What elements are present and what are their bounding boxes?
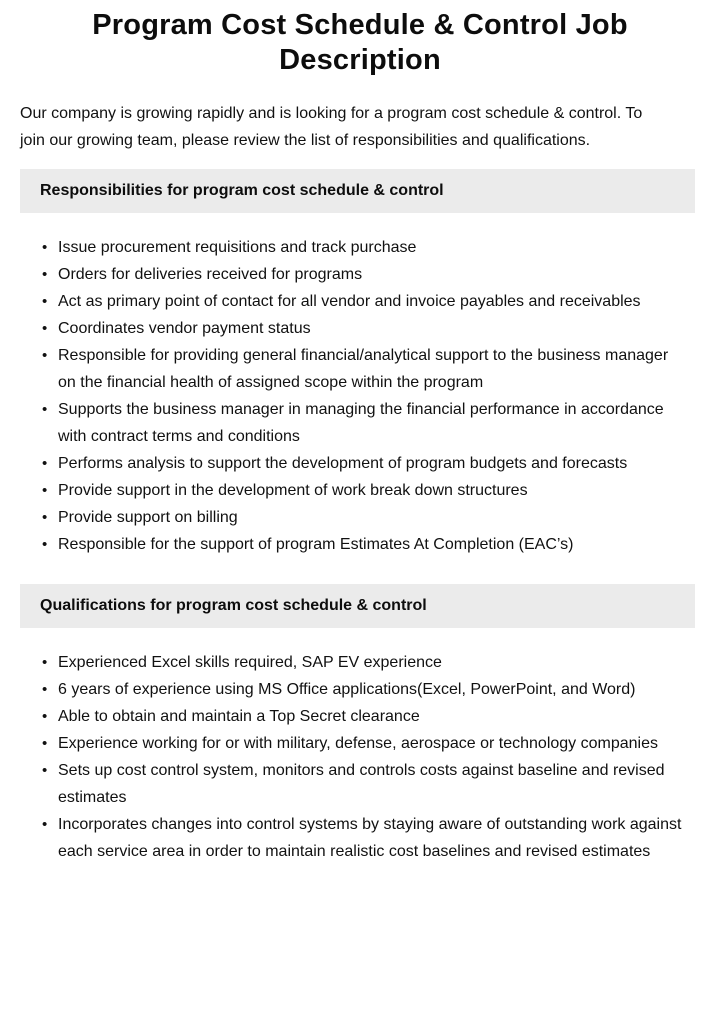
section-heading-qualifications: Qualifications for program cost schedule & control [20, 584, 695, 628]
list-item: • Issue procurement requisitions and track purchase [58, 234, 688, 261]
list-item: • Performs analysis to support the development of program budgets and forecasts [58, 450, 688, 477]
list-item: • Orders for deliveries received for programs [58, 261, 688, 288]
intro-paragraph: Our company is growing rapidly and is looking for a program cost schedule & control. To join our growing team, please review the list of responsibilities and qualifications. [20, 105, 643, 149]
list-item: • Sets up cost control system, monitors and controls costs against baseline and revised estimates [58, 757, 688, 811]
list-item: • Act as primary point of contact for all vendor and invoice payables and receivables [58, 288, 688, 315]
qualifications-list [0, 649, 720, 865]
section-heading-responsibilities: Responsibilities for program cost schedule & control [20, 169, 695, 213]
section-qualifications [0, 584, 720, 865]
section-responsibilities [0, 169, 720, 558]
list-item: • 6 years of experience using MS Office applications(Excel, PowerPoint, and Word) [58, 676, 688, 703]
list-item: • Experienced Excel skills required, SAP EV experience [58, 649, 688, 676]
list-item: • Incorporates changes into control systems by staying aware of outstanding work against each service area in order to maintain realistic cost baselines and revised estimates [58, 811, 688, 865]
list-item: • Experience working for or with military, defense, aerospace or technology companies [58, 730, 688, 757]
list-item: • Provide support on billing [58, 504, 688, 531]
list-item: • Able to obtain and maintain a Top Secret clearance [58, 703, 688, 730]
list-item: • Responsible for providing general financial/analytical support to the business manager on the financial health of assigned scope within the program [58, 342, 688, 396]
responsibilities-list [0, 234, 720, 558]
list-item: • Responsible for the support of program Estimates At Completion (EAC’s) [58, 531, 688, 558]
list-item: • Supports the business manager in managing the financial performance in accordance with contract terms and conditions [58, 396, 688, 450]
list-item: • Coordinates vendor payment status [58, 315, 688, 342]
page-title: Program Cost Schedule & Control Job Description [92, 9, 628, 76]
list-item: • Provide support in the development of work break down structures [58, 477, 688, 504]
